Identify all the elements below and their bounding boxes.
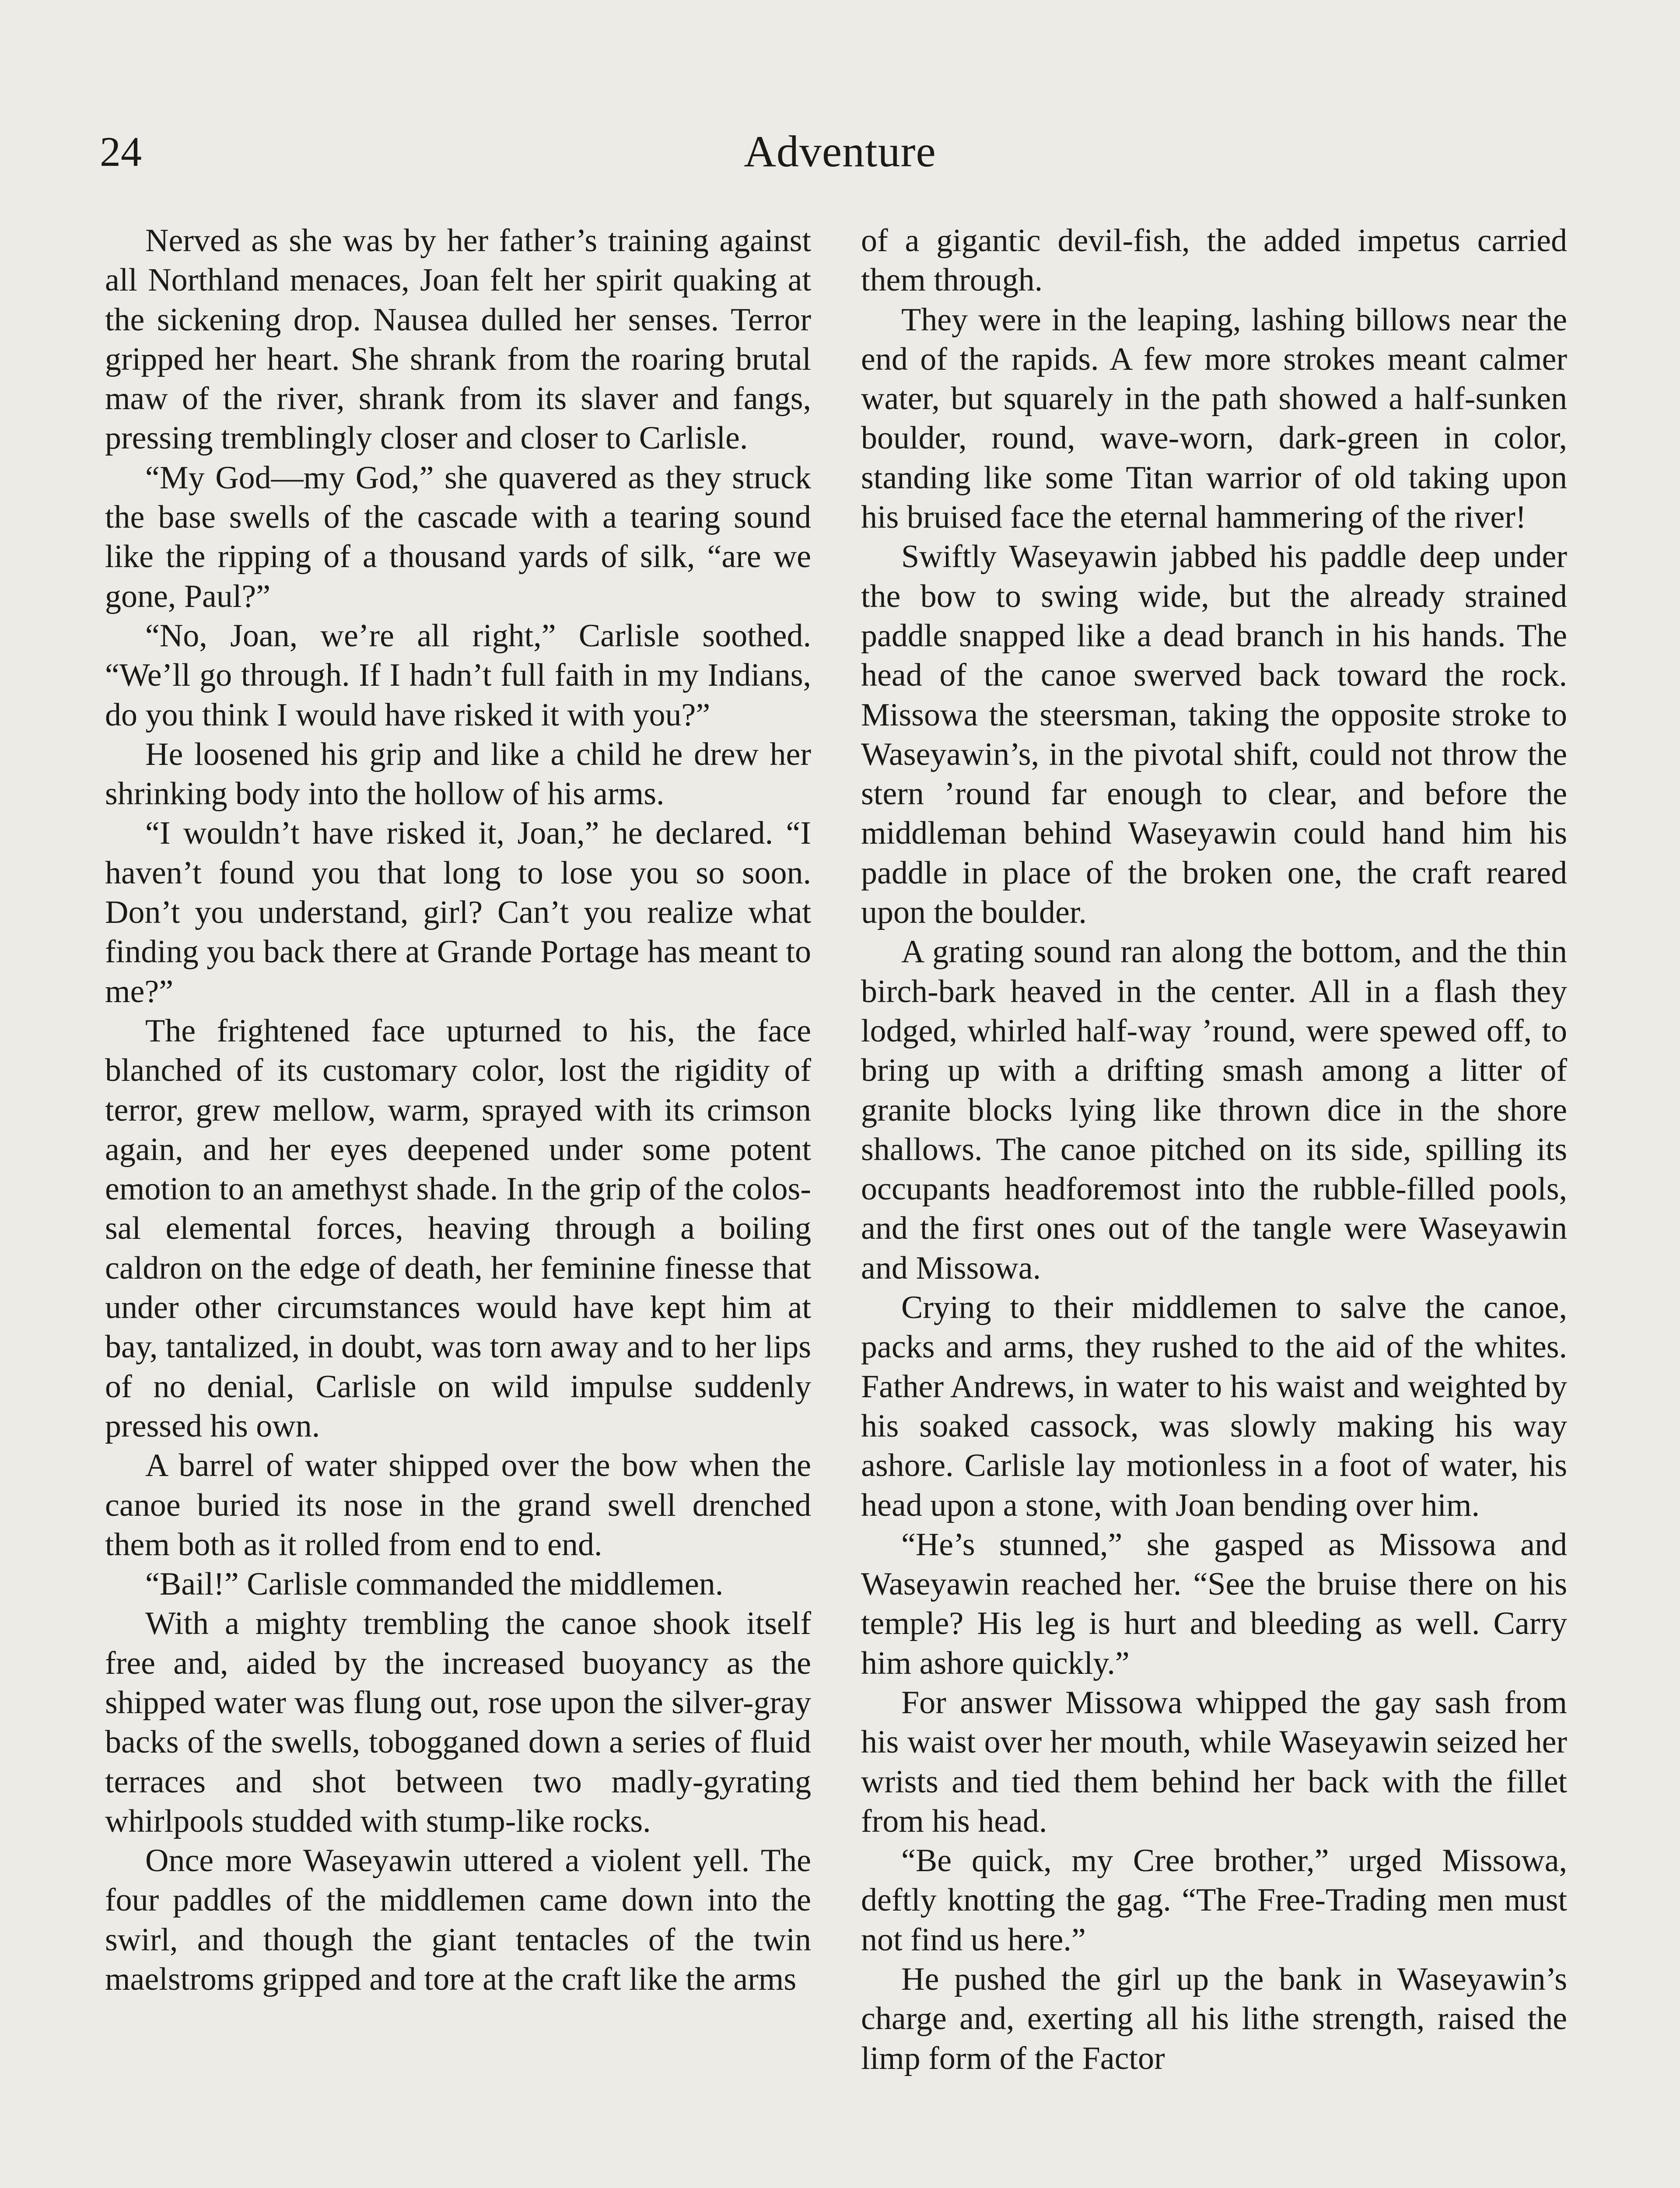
paragraph: Nerved as she was by her father’s training against all Northland menaces, Joan felt her spirit quaking at the sickening drop. Nausea dulled her senses. Terror gripped her heart. She shrank from the roaring brutal maw of the river, shrank from its slaver and fangs, pressing tremblingly closer and closer to Carlisle. — [105, 223, 811, 456]
paragraph: “He’s stunned,” she gasped as Missowa and Waseyawin reached her. “See the bruise there on his temple? His leg is hurt and bleeding as well. Carry him ashore quickly.” — [861, 1526, 1567, 1681]
paragraph: “My God—my God,” she quavered as they struck the base swells of the cascade with a tearing sound like the ripping of a thousand yards of silk, “are we gone, Paul?” — [105, 459, 811, 614]
page-header — [100, 123, 1580, 180]
page-number: 24 — [100, 128, 142, 175]
paragraph: A grating sound ran along the bottom, and the thin birch-bark heaved in the center. All in a flash they lodged, whirled half-way ’round, were spewed off, to bring up with a drifting smash among a litter of granite blocks lying like thrown dice in the shore shallows. The canoe pitched on its side, spilling its occupants headforemost into the rubble-filled pools, and the first ones out of the tangle were Waseyawin and Missowa. — [861, 934, 1567, 1286]
text-column-left — [105, 221, 811, 1999]
paragraph-continuation: of a gigantic devil-fish, the added impetus carried them through. — [861, 223, 1567, 298]
paragraph: The frightened face upturned to his, the face blanched of its customary color, lost the rigidity of terror, grew mellow, warm, sprayed with its crimson again, and her eyes deepened under some potent emotion to an amethyst shade. In the grip of the colossal elemental forces, heaving through a boiling caldron on the edge of death, her feminine finesse that under other circumstances would have kept him at bay, tantalized, in doubt, was torn away and to her lips of no denial, Carlisle on wild impulse suddenly pressed his own. — [105, 1013, 811, 1444]
paragraph: “Be quick, my Cree brother,” urged Missowa, deftly knotting the gag. “The Free-Trading men must not find us here.” — [861, 1843, 1567, 1958]
paragraph: Once more Waseyawin uttered a violent yell. The four paddles of the middlemen came down into the swirl, and though the giant tentacles of the twin maelstroms gripped and tore at the craft like the arms — [105, 1843, 811, 1998]
paragraph: “No, Joan, we’re all right,” Carlisle soothed. “We’ll go through. If I hadn’t full faith in my Indians, do you think I would have risked it with you?” — [105, 617, 811, 733]
paragraph: Crying to their middlemen to salve the canoe, packs and arms, they rushed to the aid of the whites. Father Andrews, in water to his waist and weighted by his soaked cassock, was slowly making his way ashore. Carlisle lay motionless in a foot of water, his head upon a stone, with Joan bending over him. — [861, 1290, 1567, 1523]
paragraph: He loosened his grip and like a child he drew her shrinking body into the hollow of his arms. — [105, 736, 811, 812]
paragraph: “Bail!” Carlisle commanded the middlemen. — [145, 1566, 724, 1602]
running-head: Adventure — [744, 127, 936, 176]
paragraph: For answer Missowa whipped the gay sash from his waist over her mouth, while Waseyawin seized her wrists and tied them behind her back with the fillet from his head. — [861, 1684, 1567, 1839]
paragraph: With a mighty trembling the canoe shook itself free and, aided by the increased buoyancy as the shipped water was flung out, rose upon the silver-gray backs of the swells, tobogganed down a series of fluid terraces and shot between two madly-gyrating whirlpools studded with stump-like rocks. — [105, 1606, 811, 1839]
paragraph: Swiftly Waseyawin jabbed his paddle deep under the bow to swing wide, but the already strained paddle snapped like a dead branch in his hands. The head of the canoe swerved back toward the rock. Missowa the steersman, taking the opposite stroke to Waseyawin’s, in the pivotal shift, could not throw the stern ’round far enough to clear, and before the middleman behind Waseyawin could hand him his paddle in place of the broken one, the craft reared upon the boulder. — [861, 539, 1567, 931]
paragraph: “I wouldn’t have risked it, Joan,” he declared. “I haven’t found you that long to lose you so soon. Don’t you understand, girl? Can’t you realize what finding you back there at Grande Portage has meant to me?” — [105, 815, 811, 1010]
paragraph: A barrel of water shipped over the bow when the canoe buried its nose in the grand swell drenched them both as it rolled from end to end. — [105, 1448, 811, 1563]
text-column-right — [861, 221, 1567, 2078]
paragraph: He pushed the girl up the bank in Waseyawin’s charge and, exerting all his lithe strength, raised the limp form of the Factor — [861, 1961, 1567, 2076]
paragraph: They were in the leaping, lashing billows near the end of the rapids. A few more strokes meant calmer water, but squarely in the path showed a half-sunken boulder, round, wave-worn, dark-green in color, standing like some Titan warrior of old taking upon his bruised face the eternal hammering of the river! — [861, 302, 1567, 536]
